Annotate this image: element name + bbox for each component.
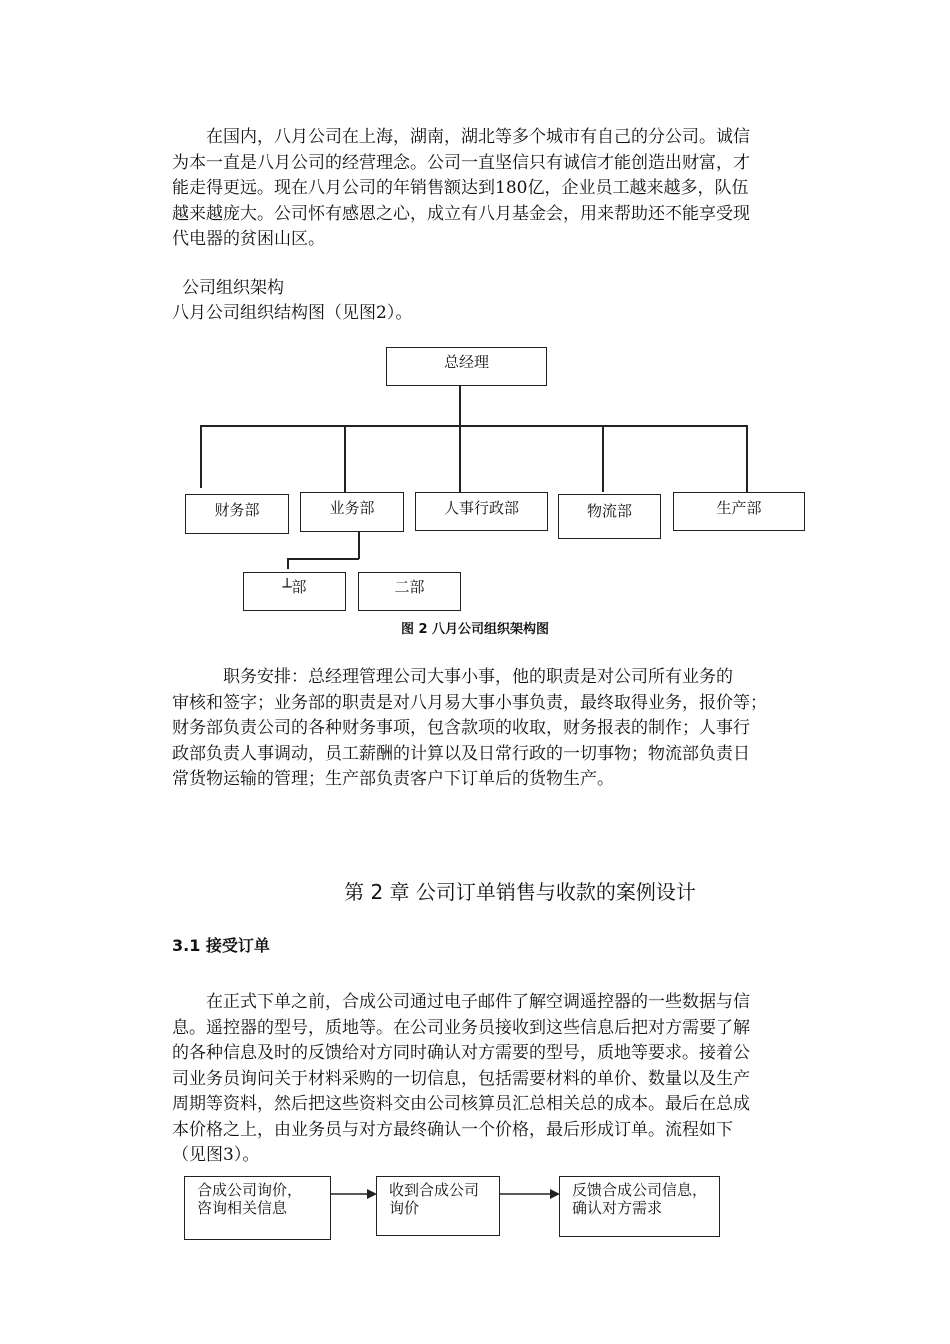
text-line: 职务安排：总经理管理公司大事小事，他的职责是对公司所有业务的 xyxy=(172,667,733,687)
text-line: 周期等资料，然后把这些资料交由公司核算员汇总相关总的成本。最后在总成 xyxy=(172,1094,750,1114)
arrow-right-icon xyxy=(331,1186,377,1202)
text-line: （见图3）。 xyxy=(172,1145,260,1165)
org-label: 总经理 xyxy=(443,353,489,371)
text-line: 本价格之上，由业务员与对方最终确认一个价格，最后形成订单。流程如下 xyxy=(172,1119,733,1140)
text-line: 的各种信息及时的反馈给对方同时确认对方需要的型号，质地等要求。接着公 xyxy=(172,1043,750,1063)
text-line: 常货物运输的管理；生产部负责客户下订单后的货物生产。 xyxy=(172,769,614,789)
org-label: 生产部 xyxy=(716,499,762,517)
text-line: 在正式下单之前，合成公司通过电子邮件了解空调遥控器的一些数据与信 xyxy=(172,992,750,1012)
org-box-sub-one xyxy=(243,572,346,611)
text-line: 在国内，八月公司在上海，湖南，湖北等多个城市有自己的分公司。诚信 xyxy=(172,127,750,147)
org-box-production xyxy=(673,492,805,531)
connector xyxy=(200,425,747,427)
text-line: 政部负责人事调动，员工薪酬的计算以及日常行政的一切事物；物流部负责日 xyxy=(172,743,750,764)
connector xyxy=(344,425,346,493)
org-box-sub-two xyxy=(358,572,461,611)
text-line: 越来越庞大。公司怀有感恩之心，成立有八月基金会，用来帮助还不能享受现 xyxy=(172,203,750,224)
connector xyxy=(200,425,202,488)
connector xyxy=(358,532,360,559)
text-line: 代电器的贫困山区。 xyxy=(172,229,325,249)
org-label: ┴部 xyxy=(282,578,307,596)
arrow-right-icon xyxy=(500,1186,560,1202)
order-paragraph xyxy=(172,990,832,1169)
org-box-business xyxy=(300,492,404,532)
org-box-finance xyxy=(185,494,289,534)
figure-caption: 图 2 八月公司组织架构图 xyxy=(400,622,550,637)
flow-step-line: 反馈合成公司信息， xyxy=(572,1181,708,1199)
org-label: 业务部 xyxy=(329,499,375,517)
chapter-title: 第 2 章 公司订单销售与收款的案例设计 xyxy=(344,880,696,904)
org-box-hr-admin xyxy=(415,492,548,531)
org-label: 二部 xyxy=(394,578,425,596)
flow-step-line: 咨询相关信息 xyxy=(197,1199,288,1217)
text-line: 司业务员询问关于材料采购的一切信息，包括需要材料的单价、数量以及生产 xyxy=(172,1068,750,1089)
org-box-general-manager xyxy=(386,347,547,386)
flow-step-line: 收到合成公司 xyxy=(389,1181,480,1199)
duties-paragraph xyxy=(172,665,832,793)
section-title: 3.1 接受订单 xyxy=(172,936,270,955)
flow-step-line: 合成公司询价， xyxy=(197,1181,303,1199)
connector xyxy=(746,425,748,493)
connector xyxy=(602,425,604,492)
flow-step-line: 确认对方需求 xyxy=(572,1199,663,1217)
text-line: 息。遥控器的型号，质地等。在公司业务员接收到这些信息后把对方需要了解 xyxy=(172,1017,750,1038)
flow-step-feedback xyxy=(559,1176,720,1237)
text-line: 能走得更远。现在八月公司的年销售额达到180亿，企业员工越来越多，队伍 xyxy=(172,178,749,198)
text-line: 财务部负责公司的各种财务事项，包含款项的收取，财务报表的制作；人事行 xyxy=(172,718,750,738)
text-line: 为本一直是八月公司的经营理念。公司一直坚信只有诚信才能创造出财富，才 xyxy=(172,152,750,173)
org-label: 物流部 xyxy=(586,502,632,520)
flow-step-inquiry xyxy=(184,1176,331,1240)
text-line: 审核和签字；业务部的职责是对八月易大事小事负责，最终取得业务，报价等； xyxy=(172,692,767,713)
flow-step-line: 询价 xyxy=(389,1199,420,1217)
org-intro: 八月公司组织结构图（见图2）。 xyxy=(172,303,413,323)
connector xyxy=(287,558,359,560)
connector xyxy=(459,386,461,492)
connector xyxy=(287,558,289,569)
org-label: 财务部 xyxy=(214,501,260,519)
flow-step-receive xyxy=(376,1176,500,1236)
org-heading: 公司组织架构 xyxy=(182,278,284,298)
org-label: 人事行政部 xyxy=(443,499,519,517)
org-box-logistics xyxy=(558,494,661,539)
intro-paragraph xyxy=(172,125,832,253)
